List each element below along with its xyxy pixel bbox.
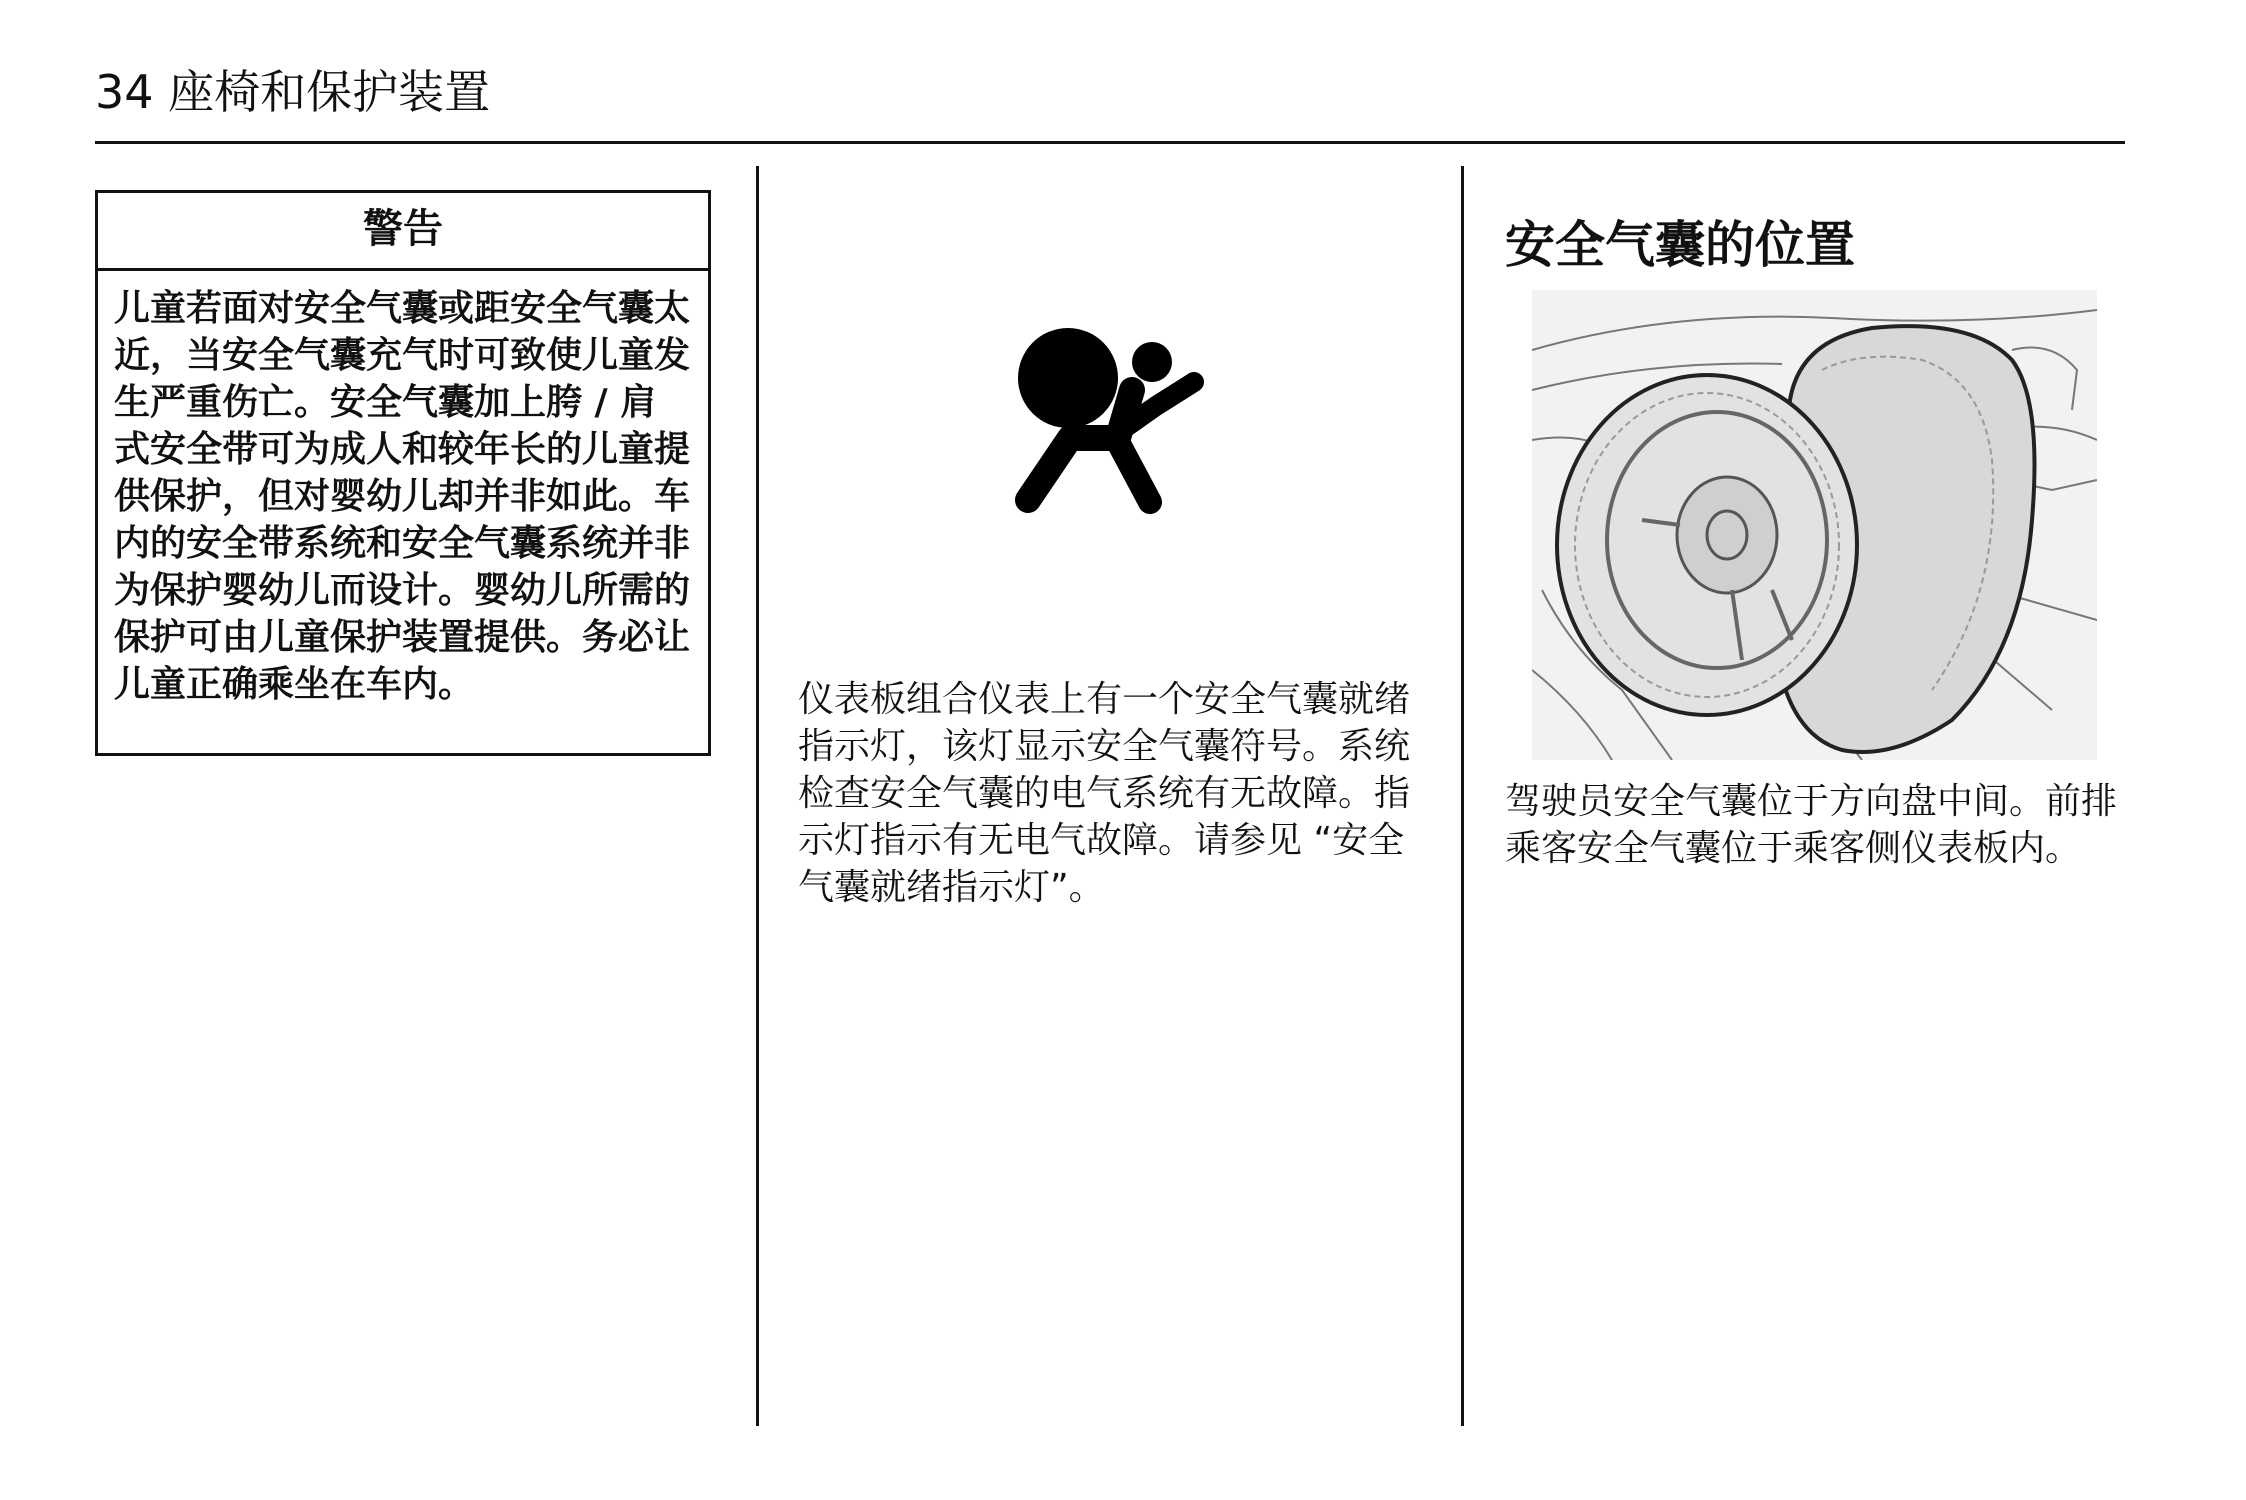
warning-title: 警告 xyxy=(98,193,708,271)
column-divider-right xyxy=(1461,166,1464,1426)
header-rule xyxy=(95,141,2125,144)
warning-box xyxy=(95,190,711,756)
airbag-indicator-text: 仪表板组合仪表上有一个安全气囊就绪指示灯，该灯显示安全气囊符号。系统检查安全气囊的电气系统有无故障。指示灯指示有无电气故障。请参见 “安全气囊就绪指示灯”。 xyxy=(798,679,1411,908)
warning-body: 儿童若面对安全气囊或距安全气囊太近，当安全气囊充气时可致使儿童发生严重伤亡。安全气囊加上胯 / 肩式安全带可为成人和较年长的儿童提供保护，但对婴幼儿却并非如此。车内的安全带系统和安全气囊系统并非为保护婴幼儿而设计。婴幼儿所需的保护可由儿童保护装置提供。务必让儿童正确乘坐在车内。 xyxy=(114,288,691,705)
airbag-location-illustration xyxy=(1532,290,2097,760)
airbag-location-text: 驾驶员安全气囊位于方向盘中间。前排乘客安全气囊位于乘客侧仪表板内。 xyxy=(1505,781,2118,869)
airbag-readiness-icon xyxy=(1010,320,1230,540)
page-header: 34 座椅和保护装置 xyxy=(95,65,491,119)
section-title: 安全气囊的位置 xyxy=(1505,216,1855,274)
column-divider-left xyxy=(756,166,759,1426)
